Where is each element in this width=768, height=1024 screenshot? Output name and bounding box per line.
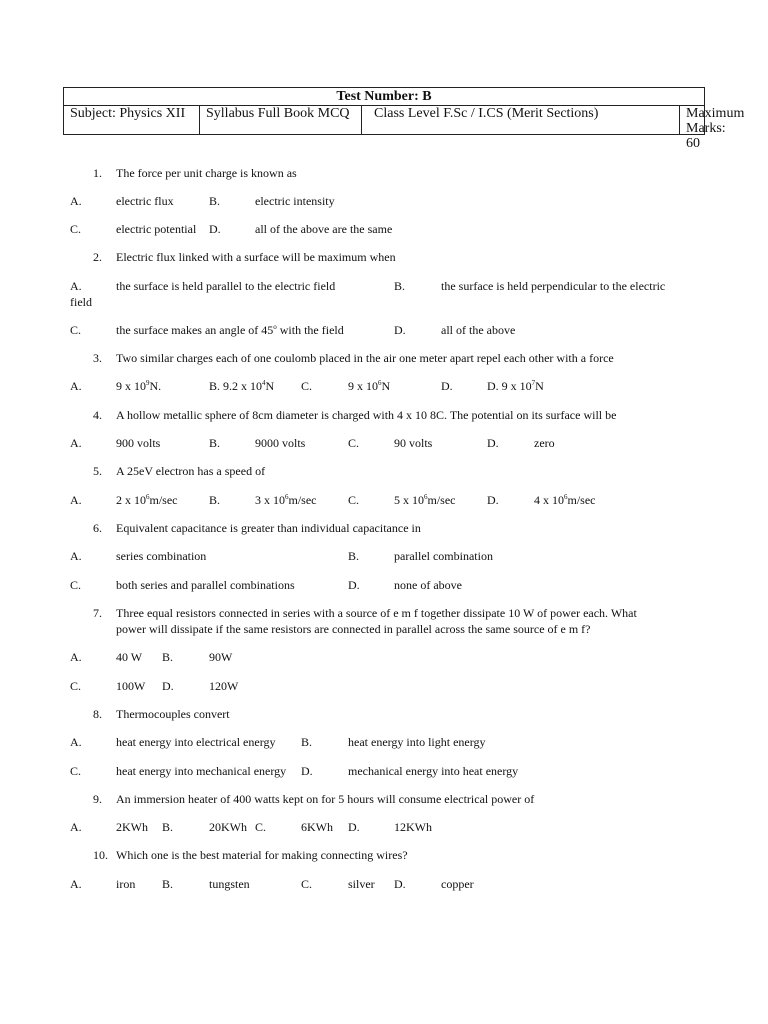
- option-label: B.: [162, 650, 174, 664]
- option-label: C.: [348, 436, 360, 450]
- option-label: D.: [441, 379, 453, 393]
- option-label: A.: [70, 493, 82, 507]
- question-text: Two similar charges each of one coulomb placed in the air one meter apart repel each other with a force: [116, 351, 614, 365]
- option-label: C.: [255, 820, 267, 834]
- option-label: A.: [70, 549, 82, 563]
- option-c: 6KWh: [301, 820, 333, 834]
- option-a: series combination: [116, 549, 207, 563]
- question-number: 6.: [93, 521, 102, 535]
- option-a: the surface is held parallel to the electric field: [116, 279, 336, 293]
- test-title: Test Number: B: [64, 88, 704, 106]
- option-a: iron: [116, 877, 136, 891]
- option-b: 20KWh: [209, 820, 247, 834]
- max-marks-cell: [679, 105, 745, 151]
- question-text: Equivalent capacitance is greater than individual capacitance in: [116, 521, 421, 535]
- option-label: D.: [162, 679, 174, 693]
- question-number: 1.: [93, 166, 102, 180]
- option-c: 9 x $10^6N$: [348, 379, 391, 393]
- option-label: B.: [162, 820, 174, 834]
- option-label: B.: [209, 194, 221, 208]
- question-text: Thermocouples convert: [116, 707, 230, 721]
- option-b: B. 9.2 x $10^4N$: [209, 379, 275, 393]
- option-c: both series and parallel combinations: [116, 578, 295, 592]
- question-text: Which one is the best material for making connecting wires?: [116, 848, 408, 862]
- option-label: D.: [487, 436, 499, 450]
- option-label: C.: [70, 679, 82, 693]
- option-d: all of the above: [441, 323, 516, 337]
- option-b: heat energy into light energy: [348, 735, 486, 749]
- question-text: A hollow metallic sphere of 8cm diameter is charged with 4 x 10 8C. The potential on its surface will be: [116, 408, 617, 422]
- option-label: A.: [70, 877, 82, 891]
- question-number: 10.: [93, 848, 108, 862]
- question-text: The force per unit charge is known as: [116, 166, 297, 180]
- option-d: all of the above are the same: [255, 222, 393, 236]
- question-number: 7.: [93, 606, 102, 620]
- option-label: C.: [70, 764, 82, 778]
- option-c: heat energy into mechanical energy: [116, 764, 287, 778]
- option-b: 90W: [209, 650, 233, 664]
- option-d: none of above: [394, 578, 462, 592]
- option-b: electric intensity: [255, 194, 335, 208]
- question-number: 5.: [93, 464, 102, 478]
- option-label: C.: [70, 222, 82, 236]
- option-label: B.: [209, 436, 221, 450]
- option-b: 3 x $10^6m/\sec$: [255, 493, 317, 507]
- option-b: tungsten: [209, 877, 250, 891]
- option-label: B.: [394, 279, 406, 293]
- question-number: 3.: [93, 351, 102, 365]
- option-a: 9 x $10^9N$.: [116, 379, 162, 393]
- option-label: C.: [70, 578, 82, 592]
- option-d: copper: [441, 877, 474, 891]
- option-label: A.: [70, 194, 82, 208]
- option-c: silver: [348, 877, 375, 891]
- option-a: heat energy into electrical energy: [116, 735, 276, 749]
- question-text: Electric flux linked with a surface will be maximum when: [116, 250, 396, 264]
- option-label: A.: [70, 379, 82, 393]
- option-d: 120W: [209, 679, 239, 693]
- option-d: zero: [534, 436, 555, 450]
- option-a: 40 W: [116, 650, 143, 664]
- syllabus-cell: Syllabus Full Book MCQ: [199, 105, 361, 134]
- option-a: 2 x $10^6m/\sec$: [116, 493, 178, 507]
- option-label: A.: [70, 279, 82, 293]
- option-d: mechanical energy into heat energy: [348, 764, 519, 778]
- option-label: C.: [70, 323, 82, 337]
- option-b: 9000 volts: [255, 436, 306, 450]
- subject-cell: Subject: Physics XII: [70, 106, 186, 121]
- option-d: 12KWh: [394, 820, 432, 834]
- option-label: A.: [70, 820, 82, 834]
- option-a: 2KWh: [116, 820, 148, 834]
- option-d: 4 x $10^6m/\sec$: [534, 493, 596, 507]
- question-text: A 25eV electron has a speed of: [116, 464, 266, 478]
- option-b: the surface is held perpendicular to the electric: [441, 279, 666, 293]
- option-c: 5 x $10^6m/\sec$: [394, 493, 456, 507]
- option-label: D.: [394, 877, 406, 891]
- max-marks-line1: Maximum: [686, 106, 745, 121]
- question-number: 2.: [93, 250, 102, 264]
- option-label: D.: [487, 493, 499, 507]
- option-label: D.: [209, 222, 221, 236]
- option-a: electric flux: [116, 194, 174, 208]
- option-label: B.: [162, 877, 174, 891]
- question-number: 4.: [93, 408, 102, 422]
- option-c: 90 volts: [394, 436, 433, 450]
- question-text-line2: power will dissipate if the same resistors are connected in parallel across the same source of e m f?: [116, 622, 591, 636]
- option-label: A.: [70, 436, 82, 450]
- question-number: 8.: [93, 707, 102, 721]
- option-label: A.: [70, 735, 82, 749]
- option-b-continued: field: [70, 295, 92, 309]
- class-level-cell: Class Level F.Sc / I.CS (Merit Sections): [361, 105, 679, 134]
- option-label: D.: [348, 820, 360, 834]
- option-c: the surface makes an angle of 45$^o$ with the field: [116, 323, 344, 337]
- header-table: [63, 87, 745, 151]
- question-text: An immersion heater of 400 watts kept on for 5 hours will consume electrical power of: [116, 792, 535, 806]
- option-label: A.: [70, 650, 82, 664]
- option-label: B.: [301, 735, 313, 749]
- option-b: parallel combination: [394, 549, 493, 563]
- option-label: C.: [301, 877, 313, 891]
- option-label: B.: [348, 549, 360, 563]
- option-a: 900 volts: [116, 436, 161, 450]
- option-label: D.: [348, 578, 360, 592]
- question-number: 9.: [93, 792, 102, 806]
- option-label: C.: [348, 493, 360, 507]
- max-marks-line2: Marks: 60: [686, 121, 726, 151]
- question-text: Three equal resistors connected in series with a source of e m f together dissipate 10 W of power each. What: [116, 606, 637, 620]
- option-label: D.: [301, 764, 313, 778]
- option-label: D.: [394, 323, 406, 337]
- option-c: electric potential: [116, 222, 197, 236]
- option-label: C.: [301, 379, 313, 393]
- option-c: 100W: [116, 679, 146, 693]
- option-label: B.: [209, 493, 221, 507]
- option-d: D. 9 x $10^7N$: [487, 379, 544, 393]
